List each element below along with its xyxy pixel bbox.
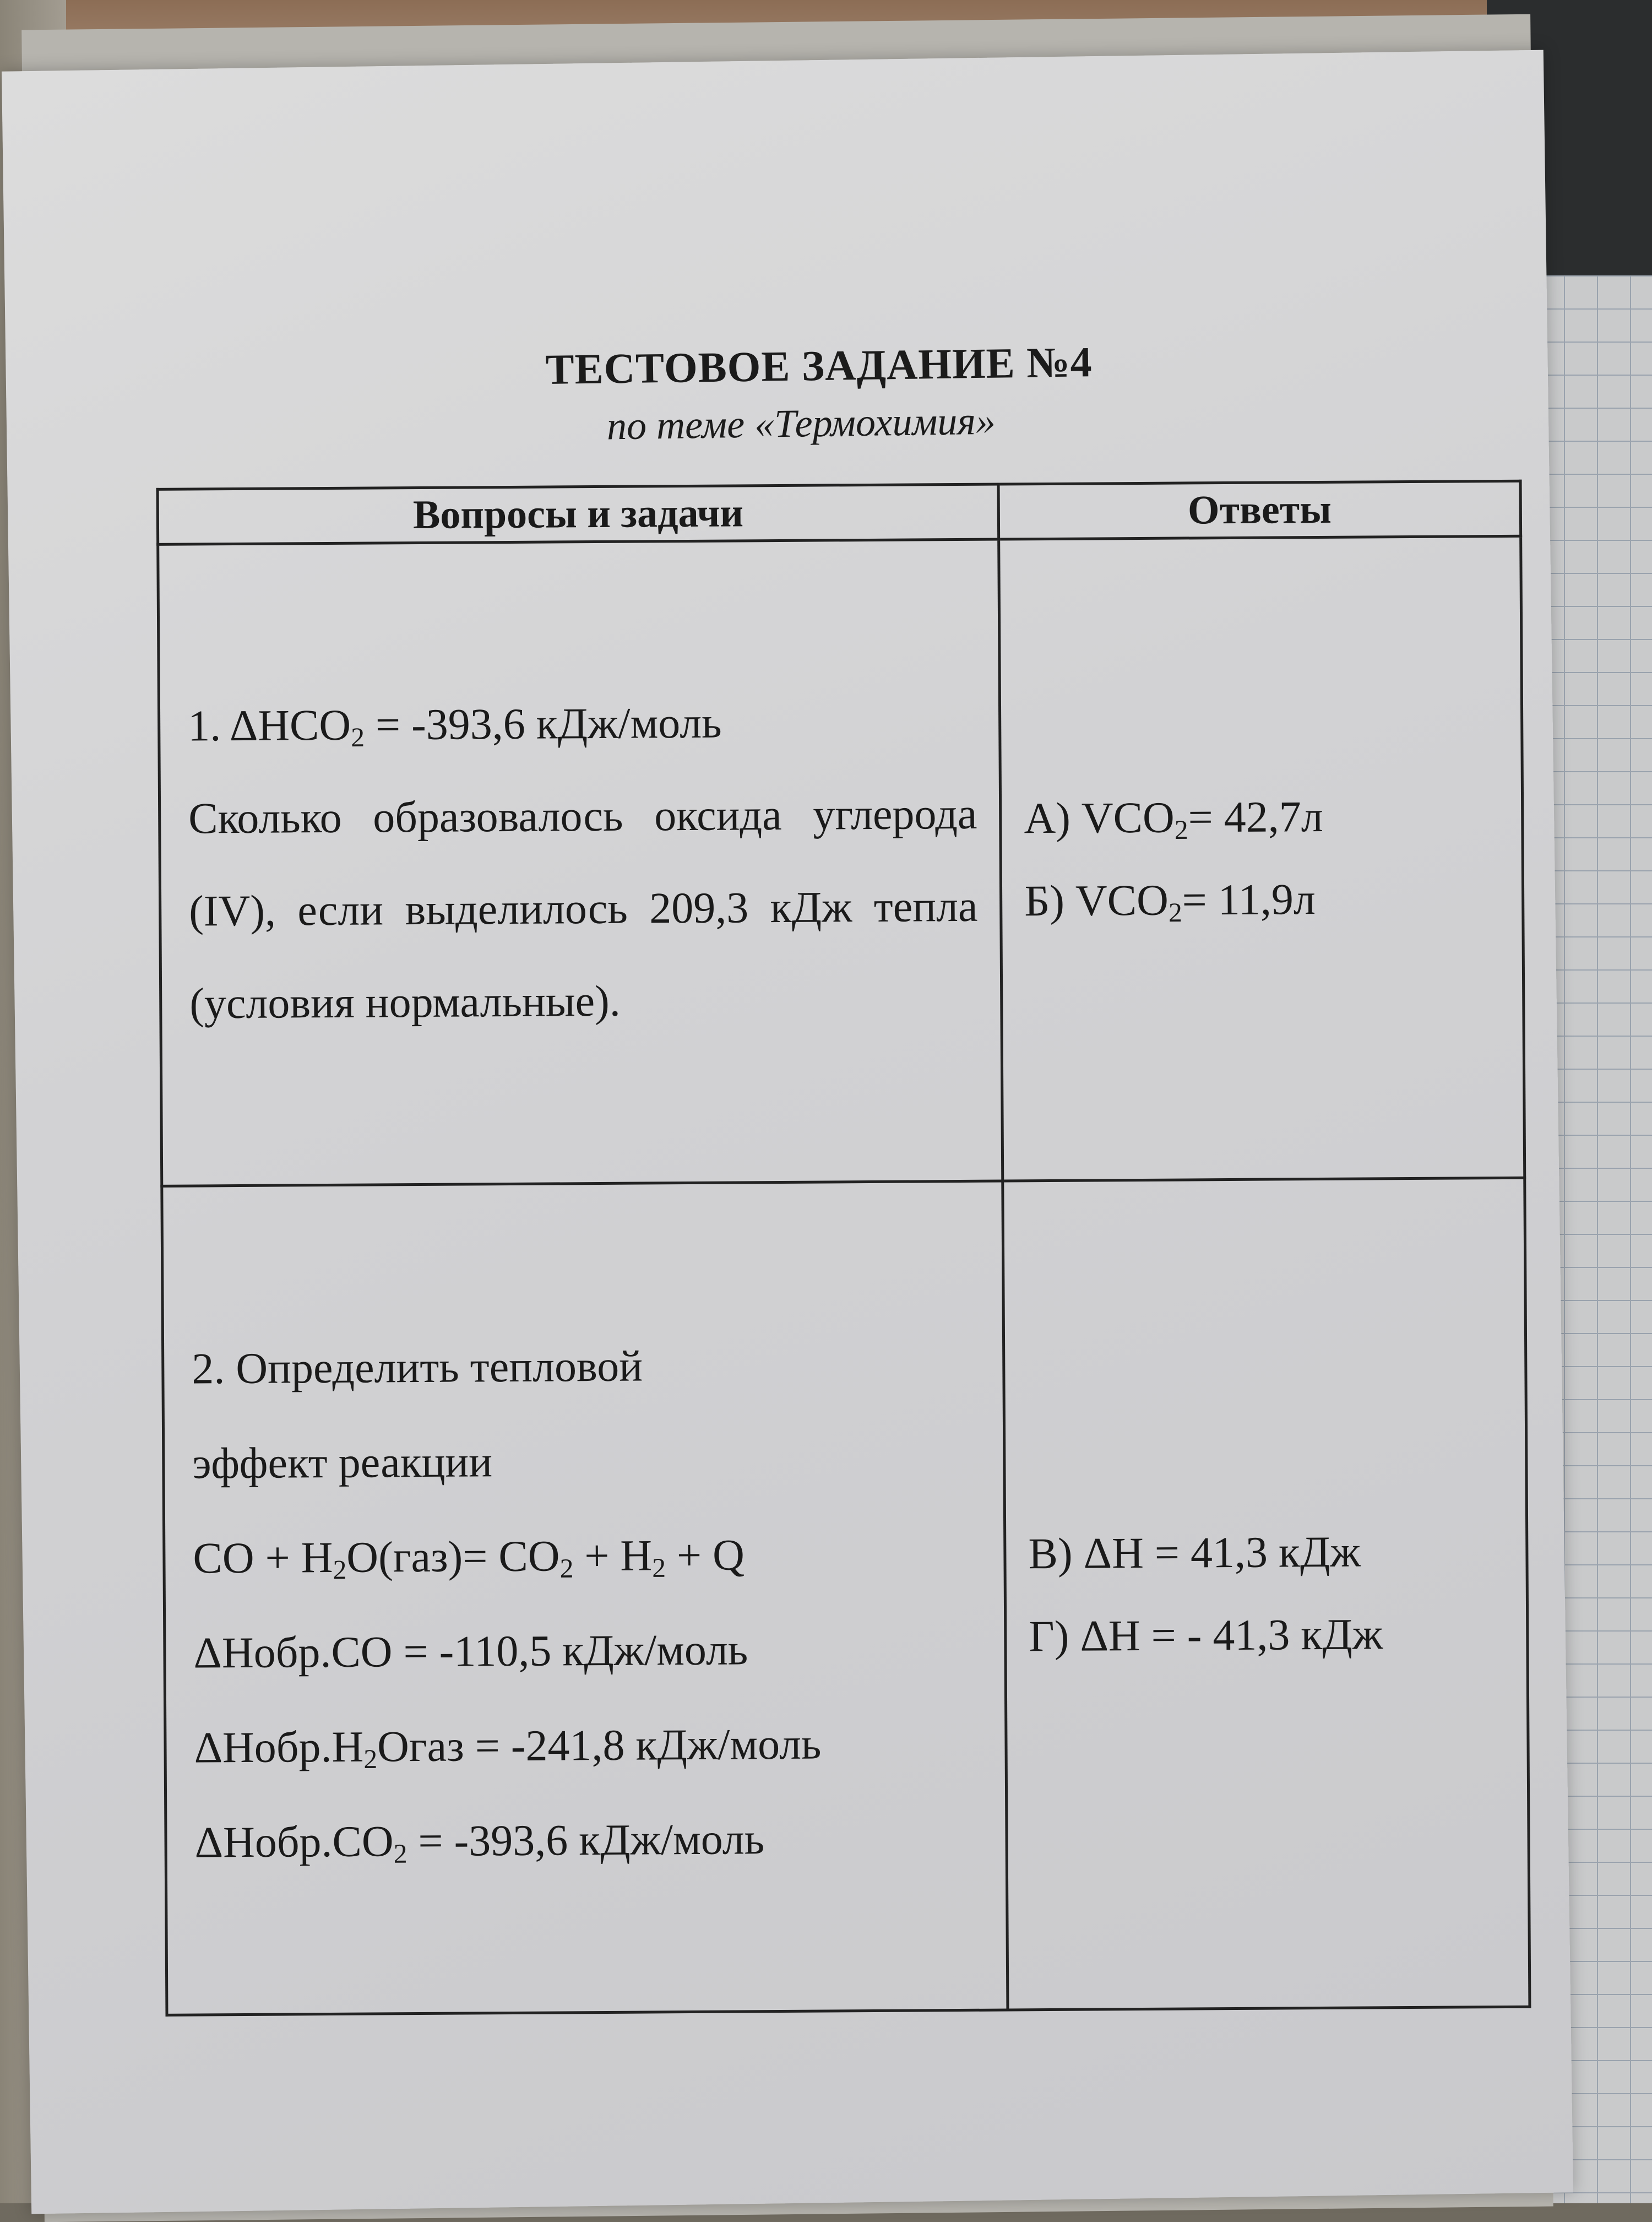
page-subtitle: по теме «Термохимия» <box>606 398 996 448</box>
question-1-given-prefix: 1. ΔНСО <box>187 701 351 751</box>
page-title: ТЕСТОВОЕ ЗАДАНИЕ №4 <box>545 338 1093 393</box>
test-sheet <box>2 50 1573 2214</box>
subscript: 2 <box>351 722 365 753</box>
table-row <box>162 1178 1530 2015</box>
equation-part: + Q <box>665 1531 745 1580</box>
answer-option-b <box>1024 857 1506 942</box>
column-header-questions: Вопросы и задачи <box>157 484 999 544</box>
enthalpy-h2o-prefix: ΔНобр.Н <box>194 1722 364 1773</box>
test-table-container <box>156 480 1531 2008</box>
equation-part: СО + Н <box>193 1533 333 1583</box>
answers-2-cell <box>1003 1178 1530 2010</box>
table-row <box>158 536 1525 1186</box>
subscript: 2 <box>1174 814 1188 845</box>
subscript: 2 <box>333 1554 347 1585</box>
answer-a-prefix: А) VCO <box>1024 793 1175 843</box>
question-1-given-suffix: = -393,6 кДж/моль <box>364 698 722 750</box>
enthalpy-co2 <box>194 1791 983 1890</box>
answer-option-a <box>1024 774 1505 860</box>
enthalpy-h2o <box>194 1696 983 1796</box>
enthalpy-h2o-suffix: Огаз = -241,8 кДж/моль <box>377 1720 822 1771</box>
enthalpy-co2-prefix: ΔНобр.СО <box>194 1817 394 1867</box>
subscript: 2 <box>652 1552 666 1583</box>
answer-option-g: Г) ΔН = - 41,3 кДж <box>1029 1610 1383 1661</box>
test-table <box>156 480 1531 2017</box>
question-1-text: Сколько образовалось оксида углерода (IV), если выделилось 209,3 кДж тепла (условия нормальные). <box>188 789 978 1028</box>
answer-b-suffix: = 11,9л <box>1182 875 1316 925</box>
equation-part: + Н <box>573 1531 653 1581</box>
enthalpy-co2-suffix: = -393,6 кДж/моль <box>407 1815 765 1866</box>
answer-b-prefix: Б) VCO <box>1024 876 1169 926</box>
question-2-cell <box>162 1181 1008 2015</box>
subscript: 2 <box>1168 897 1182 928</box>
answers-1-cell <box>999 536 1525 1181</box>
table-header-row <box>157 481 1521 544</box>
subscript: 2 <box>363 1743 378 1775</box>
subscript: 2 <box>393 1838 407 1869</box>
question-1-given <box>188 675 977 773</box>
answer-option-v: В) ΔН = 41,3 кДж <box>1028 1527 1361 1579</box>
answer-a-suffix: = 42,7л <box>1188 792 1323 842</box>
question-2-line-2: эффект реакции <box>192 1438 493 1488</box>
reaction-equation <box>193 1506 982 1606</box>
subscript: 2 <box>559 1553 574 1584</box>
equation-part: О(газ)= СО <box>346 1532 560 1582</box>
question-1-cell <box>158 539 1003 1186</box>
enthalpy-co: ΔНобр.СО = -110,5 кДж/моль <box>193 1625 748 1678</box>
question-2-line-1: 2. Определить тепловой <box>192 1342 643 1394</box>
column-header-answers: Ответы <box>998 481 1520 539</box>
